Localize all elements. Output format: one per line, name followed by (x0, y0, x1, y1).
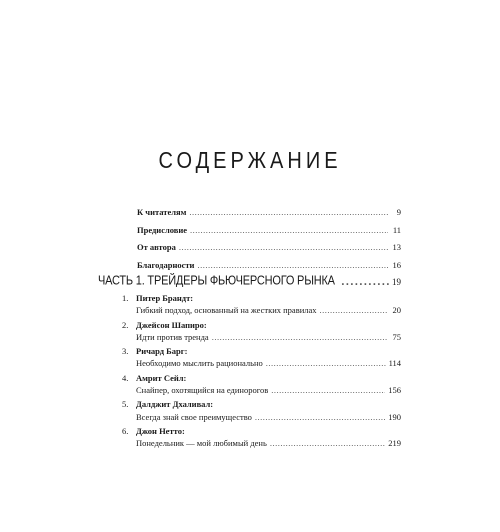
chapter-entry[interactable] (122, 345, 401, 370)
chapter-number: 2. (122, 319, 129, 330)
leader-dots (266, 357, 386, 369)
leader-dots (271, 384, 385, 396)
chapter-list (122, 292, 401, 452)
chapter-page: 190 (388, 411, 401, 422)
toc-entry-page: 11 (392, 224, 401, 235)
toc-entry-page: 9 (396, 207, 401, 217)
toc-title: СОДЕРЖАНИЕ (158, 148, 342, 174)
chapter-number: 3. (122, 346, 129, 357)
toc-entry-label: Предисловие (137, 224, 188, 235)
chapter-entry[interactable] (122, 372, 401, 397)
leader-dots (190, 222, 388, 240)
chapter-page: 219 (388, 438, 401, 449)
leader-dots (179, 239, 388, 257)
chapter-subtitle: Понедельник — мой любимый день (136, 438, 267, 449)
part-page: 19 (392, 277, 401, 287)
chapter-page: 75 (392, 331, 401, 342)
leader-dots (270, 437, 385, 449)
toc-entry-label: К читателям (137, 207, 187, 217)
leader-dots (212, 331, 388, 343)
chapter-subtitle: Снайпер, охотящийся на единорогов (136, 385, 269, 396)
chapter-number: 6. (122, 425, 129, 436)
chapter-entry[interactable] (122, 398, 401, 423)
leader-dots (320, 304, 388, 316)
toc-entry[interactable] (137, 239, 401, 257)
chapter-author: Джейсон Шапиро: (136, 319, 207, 330)
chapter-number: 1. (122, 293, 129, 303)
toc-entry-page: 16 (392, 259, 401, 270)
chapter-subtitle: Идти против тренда (136, 331, 209, 342)
toc-entry[interactable] (137, 222, 401, 240)
chapter-number: 5. (122, 399, 129, 410)
chapter-subtitle: Всегда знай свое преимущество (136, 411, 252, 422)
chapter-author: Далджит Дхаливал: (136, 399, 214, 410)
chapter-subtitle: Необходимо мыслить рационально (136, 358, 263, 369)
chapter-page: 156 (388, 385, 401, 396)
leader-dots (341, 272, 389, 290)
toc-entry-label: От автора (137, 242, 176, 253)
chapter-entry[interactable] (122, 292, 401, 317)
chapter-subtitle: Гибкий подход, основанный на жестких правилах (136, 305, 317, 316)
leader-dots (189, 204, 388, 222)
chapter-page: 20 (392, 305, 401, 316)
chapter-page: 114 (388, 358, 401, 369)
chapter-author: Ричард Барг: (136, 346, 188, 357)
toc-entry-label: Благодарности (137, 259, 195, 270)
chapter-author: Амрит Сейл: (136, 372, 187, 383)
leader-dots (255, 411, 385, 423)
chapter-number: 4. (122, 372, 129, 383)
chapter-entry[interactable] (122, 319, 401, 344)
chapter-author: Джон Нетто: (136, 425, 185, 436)
front-matter-list (137, 204, 401, 274)
part-heading[interactable] (98, 272, 401, 290)
toc-entry-page: 13 (392, 242, 401, 253)
chapter-author: Питер Брандт: (136, 293, 194, 303)
toc-entry[interactable] (137, 204, 401, 222)
part-title: ЧАСТЬ 1. ТРЕЙДЕРЫ ФЬЮЧЕРСНОГО РЫНКА (98, 274, 335, 288)
chapter-entry[interactable] (122, 425, 401, 450)
